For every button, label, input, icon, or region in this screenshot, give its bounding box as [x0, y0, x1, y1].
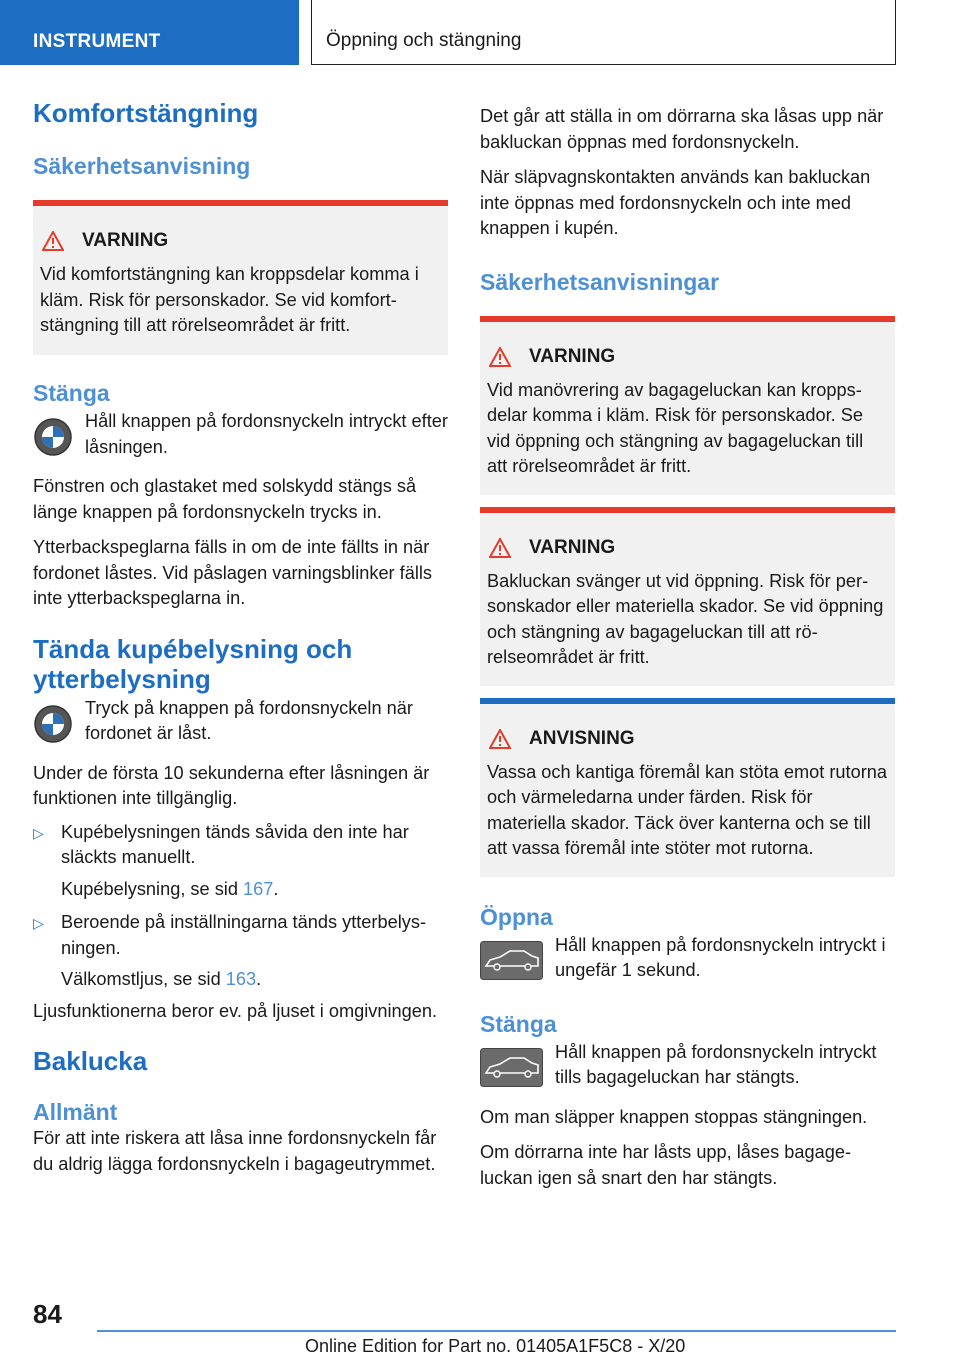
warning-triangle-icon	[489, 729, 511, 749]
warning-label: VARNING	[529, 536, 616, 558]
bullet-triangle-icon: ▷	[33, 915, 44, 931]
notice-label: ANVISNING	[529, 727, 635, 749]
right-column	[480, 104, 895, 1191]
page-number: 84	[33, 1299, 62, 1329]
cross-reference: Välkomstljus, se sid 163.	[61, 969, 262, 989]
paragraph: Ljusfunktionerna beror ev. på ljuset i omgivningen.	[33, 1000, 438, 1021]
page-link-167[interactable]: 167	[243, 878, 274, 899]
warning-triangle-icon	[489, 347, 511, 367]
warning-triangle-icon	[42, 231, 64, 251]
warning-label: VARNING	[82, 230, 169, 251]
heading-sakerhetsanvisning: Säkerhetsanvisning	[33, 153, 251, 179]
heading-tanda-belysning: Tända kupébelysning och ytterbelysning	[33, 633, 353, 694]
warning-box	[480, 316, 895, 495]
heading-stanga: Stänga	[33, 380, 110, 406]
page-title: Öppning och stängning	[311, 0, 896, 65]
heading-komfortstangning: Komfortstängning	[33, 98, 259, 128]
warning-text: Vid komfortstängning kan kroppsdelar komma i kläm. Risk för personskador. Se vid komfortstängning till att rörelseområdet är fritt.	[40, 264, 419, 335]
paragraph: När släpvagnskontakten används kan bakluckan inte öppnas med fordonsnyckeln och inte med knappen i kupén.	[480, 167, 871, 238]
notice-box	[480, 698, 895, 877]
bullet-triangle-icon: ▷	[33, 824, 44, 841]
car-tailgate-button-icon	[480, 941, 543, 980]
bmw-key-icon	[33, 704, 73, 744]
heading-sakerhetsanvisningar: Säkerhetsanvisningar	[480, 268, 720, 295]
warning-text: Bakluckan svänger ut vid öppning. Risk för personskador eller materiella skador. Se vid öppning och stängning av bagageluckan till att rörelseområdet är fritt.	[487, 570, 884, 667]
stanga-instruction: Håll knappen på fordonsnyckeln intryckt tills bagageluckan har stängts.	[555, 1041, 877, 1087]
warning-box	[480, 507, 895, 686]
bmw-key-icon	[33, 417, 73, 457]
warning-triangle-icon	[489, 538, 511, 558]
heading-oppna: Öppna	[480, 903, 553, 930]
paragraph: Under de första 10 sekunderna efter låsningen är funktionen inte tillgänglig.	[33, 762, 430, 808]
cross-reference: Kupébelysning, se sid 167.	[61, 878, 279, 899]
left-column	[33, 98, 448, 1177]
warning-text: Vid manövrering av bagageluckan kan kroppsdelar komma i kläm. Risk för personskador. Se vid öppning och stängning av bagageluckan till att rörelseområdet är fritt.	[487, 379, 864, 476]
paragraph: Om dörrarna inte har låsts upp, låses bagageluckan igen så snart den har stängts.	[480, 1142, 852, 1188]
paragraph: Om man släpper knappen stoppas stängningen.	[480, 1106, 868, 1127]
paragraph: Ytterbackspeglarna fälls in om de inte fällts in när fordonet låstes. Vid påslagen varningsblinker fälls inte ytterbackspeglarna in.	[33, 537, 433, 608]
warning-label: VARNING	[529, 345, 616, 367]
heading-allmant: Allmänt	[33, 1099, 118, 1125]
oppna-instruction: Håll knappen på fordonsnyckeln intryckt i ungefär 1 sekund.	[555, 934, 886, 980]
list-item: ▷ Kupébelysningen tänds såvida den inte har släckts manuellt.	[33, 820, 448, 871]
notice-text: Vassa och kantiga föremål kan stöta emot rutorna och värmeledarna under färden. Risk för materiella skador. Täck över kanterna och se till att vassa föremål inte stöter mot rutorna.	[487, 761, 887, 858]
edition-note: Online Edition for Part no. 01405A1F5C8 - X/20	[305, 1336, 686, 1356]
list-item: ▷ Beroende på inställningarna tänds ytterbelysningen.	[33, 910, 448, 961]
tanda-instruction: Tryck på knappen på fordonsnyckeln när fordonet är låst.	[85, 697, 413, 743]
page-link-163[interactable]: 163	[225, 969, 257, 989]
paragraph: Det går att ställa in om dörrarna ska låsas upp när bakluckan öppnas med fordonsnyckeln.	[480, 106, 884, 152]
heading-stanga: Stänga	[480, 1010, 557, 1037]
heading-baklucka: Baklucka	[33, 1046, 148, 1076]
car-tailgate-button-icon	[480, 1048, 543, 1087]
warning-box	[33, 200, 448, 355]
stanga-instruction: Håll knappen på fordonsnyckeln intryckt efter låsningen.	[85, 411, 448, 457]
paragraph: För att inte riskera att låsa inne fordonsnyckeln får du aldrig lägga fordonsnyckeln i bagageutrymmet.	[33, 1128, 437, 1174]
paragraph: Fönstren och glastaket med solskydd stängs så länge knappen på fordonsnyckeln trycks in.	[33, 476, 417, 522]
footer-divider	[97, 1330, 896, 1332]
section-tab: INSTRUMENT	[0, 0, 299, 65]
